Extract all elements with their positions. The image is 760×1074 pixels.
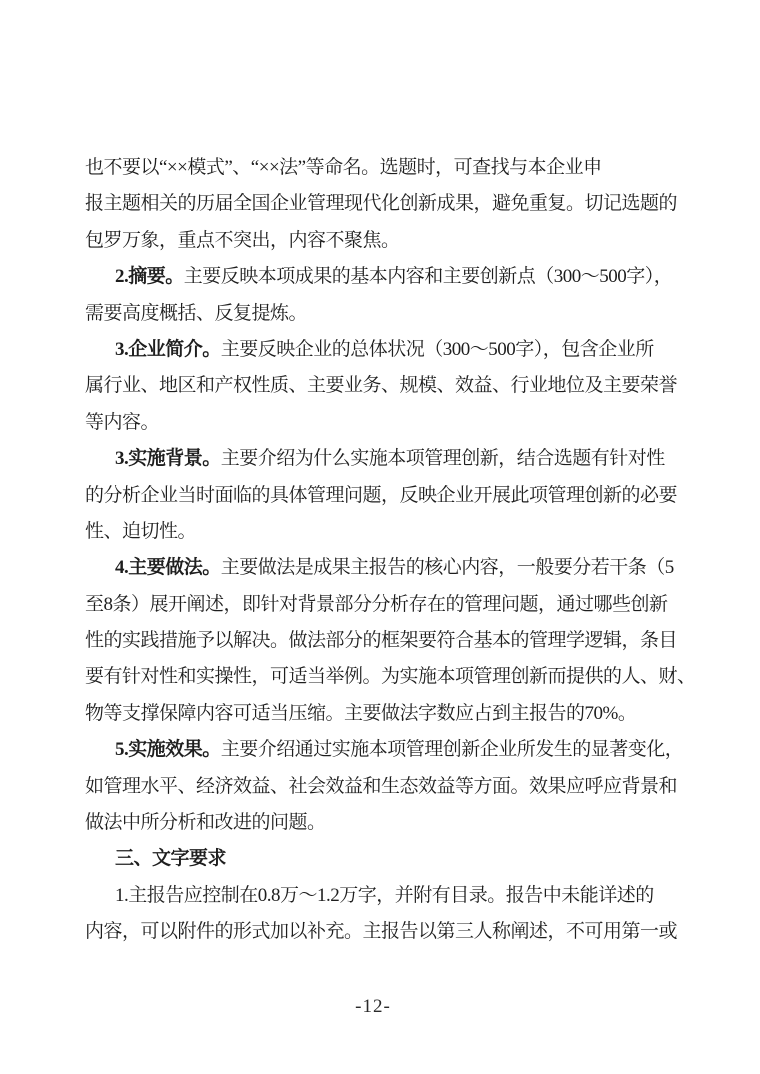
line-text: 主要介绍为什么实施本项管理创新，结合选题有针对性 [220, 448, 665, 470]
text-line [85, 368, 681, 404]
text-line [85, 186, 681, 222]
text-line [85, 405, 681, 441]
text-line [85, 878, 681, 914]
paragraph-lead: 4.主要做法。 [115, 557, 221, 579]
text-line [85, 587, 681, 623]
line-text: 包罗万象，重点不突出，内容不聚焦。 [85, 229, 400, 251]
text-line [85, 332, 681, 368]
line-text: 主要反映企业的总体状况（300～500字），包含企业所 [220, 338, 654, 360]
text-line [85, 659, 696, 695]
line-text: 主要做法是成果主报告的核心内容，一般要分若干条（5 [220, 557, 674, 579]
line-text: 报主题相关的历届全国企业管理现代化创新成果，避免重复。切记选题的 [85, 193, 678, 215]
line-text: 内容，可以附件的形式加以补充。主报告以第三人称阐述，不可用第一或 [85, 921, 678, 943]
text-line [85, 623, 681, 659]
line-text: 等内容。 [85, 411, 160, 433]
line-text: 至8条）展开阐述，即针对背景部分分析存在的管理问题，通过哪些创新 [85, 593, 668, 615]
text-line [85, 478, 681, 514]
paragraph-lead: 3.企业简介。 [115, 338, 221, 360]
line-text: 做法中所分析和改进的问题。 [85, 812, 326, 834]
line-text: 性、迫切性。 [85, 520, 197, 542]
line-text: 属行业、地区和产权性质、主要业务、规模、效益、行业地位及主要荣誉 [85, 375, 678, 397]
line-text: 的分析企业当时面临的具体管理问题，反映企业开展此项管理创新的必要 [85, 484, 678, 506]
line-text: 物等支撑保障内容可适当压缩。主要做法字数应占到主报告的70%。 [85, 702, 637, 724]
text-line [85, 769, 681, 805]
paragraph-lead: 5.实施效果。 [115, 739, 221, 761]
text-line [85, 259, 681, 295]
line-text: 主要介绍通过实施本项管理创新企业所发生的显著变化， [220, 739, 684, 761]
text-line [85, 841, 681, 877]
text-line [85, 732, 684, 768]
paragraph-lead: 3.实施背景。 [115, 448, 221, 470]
text-line [85, 441, 681, 477]
line-text: 性的实践措施予以解决。做法部分的框架要符合基本的管理学逻辑，条目 [85, 630, 678, 652]
line-text: 如管理水平、经济效益、社会效益和生态效益等方面。效果应呼应背景和 [85, 775, 678, 797]
line-text: 1.主报告应控制在0.8万～1.2万字，并附有目录。报告中未能详述的 [115, 884, 654, 906]
text-line [85, 550, 681, 586]
text-line [85, 914, 681, 950]
text-line [85, 514, 681, 550]
text-line [85, 696, 681, 732]
page-number: -12- [355, 996, 391, 1017]
body-text [85, 150, 696, 951]
line-text: 主要反映本项成果的基本内容和主要创新点（300～500字）， [183, 266, 673, 288]
text-line [85, 805, 681, 841]
line-text: 也不要以“××模式”、“××法”等命名。选题时，可查找与本企业申 [85, 157, 602, 178]
text-line [85, 296, 681, 332]
line-text: 要有针对性和实操性，可适当举例。为实施本项管理创新而提供的人、财、 [85, 666, 696, 688]
line-text: 需要高度概括、反复提炼。 [85, 302, 308, 324]
text-line [85, 150, 681, 186]
paragraph-lead: 2.摘要。 [115, 266, 184, 288]
text-line [85, 223, 681, 259]
paragraph-lead: 三、文字要求 [115, 848, 227, 870]
